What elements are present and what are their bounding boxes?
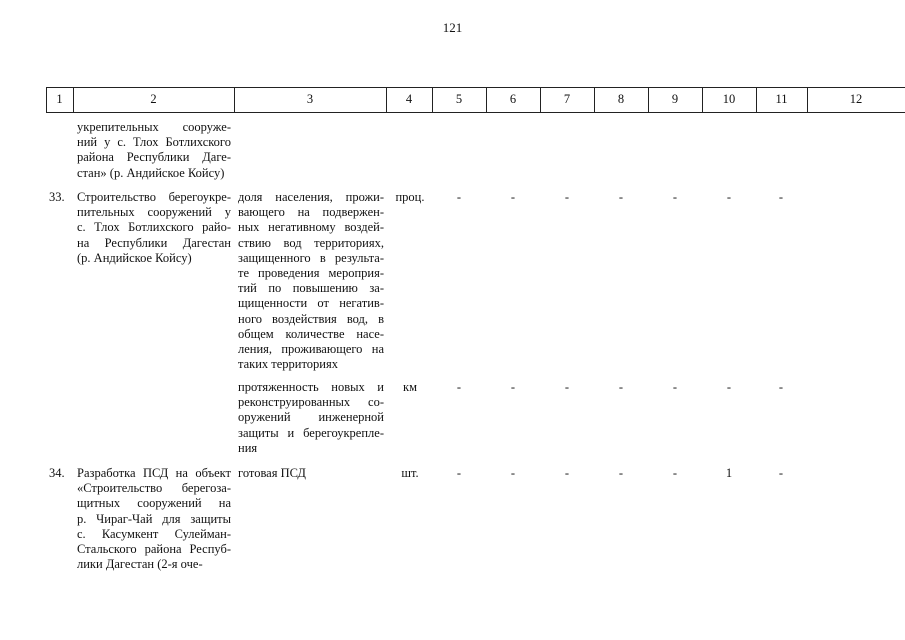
row-33-col2-line: (р. Андийское Койсу) <box>77 250 192 265</box>
row-34-indicator: готовая ПСД <box>238 466 306 480</box>
row-34-col2 <box>77 466 231 572</box>
header-col-3: 3 <box>306 92 314 106</box>
header-col-6: 6 <box>509 92 517 106</box>
continuation-col2-line: укрепительных сооруже- <box>77 120 231 134</box>
table-header-top-border <box>46 87 905 88</box>
row-33-col2-line: на Республики Дагестан <box>77 235 231 250</box>
row-34-col2-line: р. Чираг-Чай для защиты <box>77 511 231 526</box>
row-34-value: - <box>510 466 516 480</box>
row-33-unit-2: км <box>403 380 417 394</box>
header-col-8: 8 <box>617 92 625 106</box>
row-33-col2-line: пительных сооружений у <box>77 205 231 220</box>
header-col-1: 1 <box>56 92 63 106</box>
header-col-10: 10 <box>722 92 736 106</box>
row-33-indicator-2 <box>238 380 384 456</box>
row-33-indicator-2-value: - <box>510 380 516 394</box>
row-34-value: - <box>778 466 784 480</box>
header-col-12: 12 <box>849 92 863 106</box>
row-33-indicator-2-value: - <box>778 380 784 394</box>
row-33-indicator-2-line: оружений инженерной <box>238 410 384 425</box>
row-33-indicator-1-value: - <box>618 190 624 204</box>
row-34-number: 34. <box>49 466 65 480</box>
row-33-indicator-1-line: доля населения, прожи- <box>238 190 384 204</box>
row-34-col2-line: Стальского района Респуб- <box>77 542 231 557</box>
row-33-number: 33. <box>49 190 65 204</box>
row-33-indicator-1-value: - <box>726 190 732 204</box>
row-33-indicator-1-value: - <box>778 190 784 204</box>
row-33-indicator-1-line: щищенности от негатив- <box>238 296 384 311</box>
row-34-col2-line: Разработка ПСД на объект <box>77 466 231 480</box>
row-33-indicator-2-line: ния <box>238 440 258 455</box>
row-33-col2-line: Строительство берегоукре- <box>77 190 231 204</box>
page-number: 121 <box>442 20 463 35</box>
row-33-indicator-1-value: - <box>564 190 570 204</box>
row-33-indicator-1-line: ных негативному воздей- <box>238 220 384 235</box>
row-33-indicator-1-line: защищенного в результа- <box>238 250 384 265</box>
row-33-indicator-1-value: - <box>672 190 678 204</box>
row-33-indicator-2-value: - <box>564 380 570 394</box>
continuation-col2 <box>77 120 231 181</box>
row-34-col2-line: щитных сооружений на <box>77 496 231 511</box>
table-header-bottom-border <box>46 112 905 113</box>
row-33-indicator-2-line: реконструированных со- <box>238 395 384 410</box>
header-col-5: 5 <box>455 92 463 106</box>
row-34-value: - <box>564 466 570 480</box>
row-34-col2-line: с. Касумкент Сулейман- <box>77 526 231 541</box>
header-col-2: 2 <box>150 92 157 106</box>
row-33-indicator-1-line: тий по повышению за- <box>238 281 384 296</box>
row-33-indicator-1-line: те проведения мероприя- <box>238 266 384 281</box>
row-34-value: - <box>456 466 462 480</box>
row-33-indicator-1-line: ствию вод территориях, <box>238 235 384 250</box>
row-33-indicator-1-line: таких территориях <box>238 357 338 372</box>
header-col-4: 4 <box>405 92 413 106</box>
row-33-indicator-1-line: общем количестве насе- <box>238 326 384 341</box>
row-33-indicator-1-value: - <box>456 190 462 204</box>
row-33-indicator-1-line: вающего на подвержен- <box>238 205 384 220</box>
continuation-col2-line: ний у с. Тлох Ботлихского <box>77 135 231 150</box>
row-33-indicator-2-value: - <box>456 380 462 394</box>
row-33-col2 <box>77 190 231 266</box>
row-34-value: - <box>672 466 678 480</box>
row-33-indicator-1-value: - <box>510 190 516 204</box>
row-33-unit-1: проц. <box>395 190 425 204</box>
continuation-col2-line: стан» (р. Андийское Койсу) <box>77 165 225 180</box>
row-33-indicator-2-line: защиты и берегоукрепле- <box>238 425 384 440</box>
header-col-11: 11 <box>775 92 788 106</box>
row-33-col2-line: с. Тлох Ботлихского райо- <box>77 220 231 235</box>
row-33-indicator-1-line: ного воздействия вод, в <box>238 311 384 326</box>
row-33-indicator-1-line: ления, проживающего на <box>238 342 384 357</box>
row-33-indicator-2-line: протяженность новых и <box>238 380 384 394</box>
row-34-value: - <box>618 466 624 480</box>
row-33-indicator-2-value: - <box>618 380 624 394</box>
row-33-indicator-1 <box>238 190 384 372</box>
row-34-unit: шт. <box>401 466 419 480</box>
continuation-col2-line: района Республики Даге- <box>77 150 231 165</box>
row-34-value: 1 <box>725 466 733 480</box>
row-33-indicator-2-value: - <box>726 380 732 394</box>
row-34-col2-line: «Строительство берегоза- <box>77 481 231 496</box>
row-33-indicator-2-value: - <box>672 380 678 394</box>
row-34-col2-line: лики Дагестан (2-я оче- <box>77 557 203 572</box>
header-col-9: 9 <box>671 92 679 106</box>
header-col-7: 7 <box>563 92 571 106</box>
